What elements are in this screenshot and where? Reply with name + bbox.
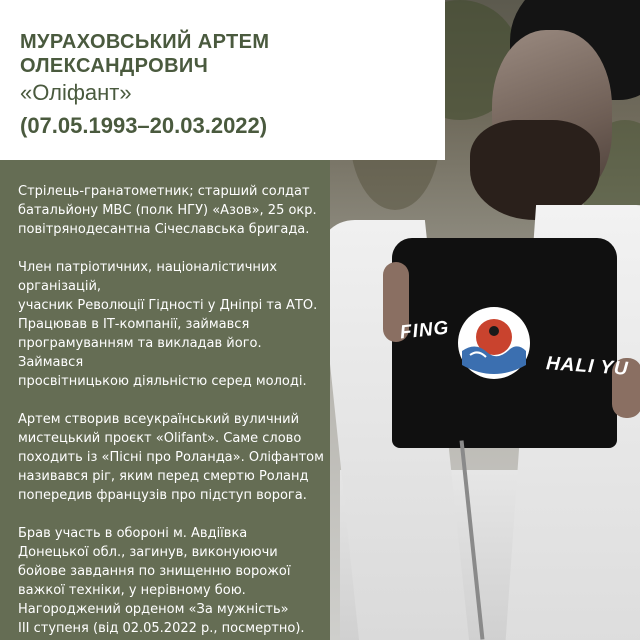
bio-text: [18, 182, 330, 640]
bio-paragraph-service: Стрілець-гранатометник; старший солдат батальйону МВС (полк НГУ) «Азов», 25 окр. повітрянодесантна Січеславська бригада.: [18, 184, 317, 237]
bio-paragraph-death-award: Брав участь в обороні м. Авдіївка Донецької обл., загинув, виконуюючи бойове завдання по знищенню ворожої важкої техніки, у нерівному бою. Нагороджений орденом «За мужність» ІІІ ступеня (від 02.05.2022 р., посмертно).: [18, 526, 305, 636]
shirt-print-left: FING: [398, 317, 451, 344]
call-sign: «Оліфант»: [20, 80, 132, 105]
bio-panel: [0, 160, 330, 640]
shirt-print-right: HALI YU: [545, 353, 630, 380]
full-name: МУРАХОВСЬКИЙ АРТЕМ ОЛЕКСАНДРОВИЧ: [20, 31, 270, 77]
header: [0, 0, 445, 160]
logo-elephant: [489, 326, 499, 336]
bio-paragraph-activism: Член патріотичних, націоналістичних організацій, учасник Революції Гідності у Дніпрі та АТО. Працював в ІТ-компанії, займався програмуванням та викладав його. Займався просвітницькою діяльністю серед молоді.: [18, 260, 318, 389]
bio-paragraph-art-project: Артем створив всеукраїнський вуличний мистецький проєкт «Olifant». Саме слово походить із «Пісні про Роланда». Оліфантом називався ріг, яким перед смертю Роланд попередив французів про підступ ворога.: [18, 412, 324, 503]
surf-club-logo: [456, 305, 532, 381]
life-dates: (07.05.1993–20.03.2022): [20, 113, 268, 138]
